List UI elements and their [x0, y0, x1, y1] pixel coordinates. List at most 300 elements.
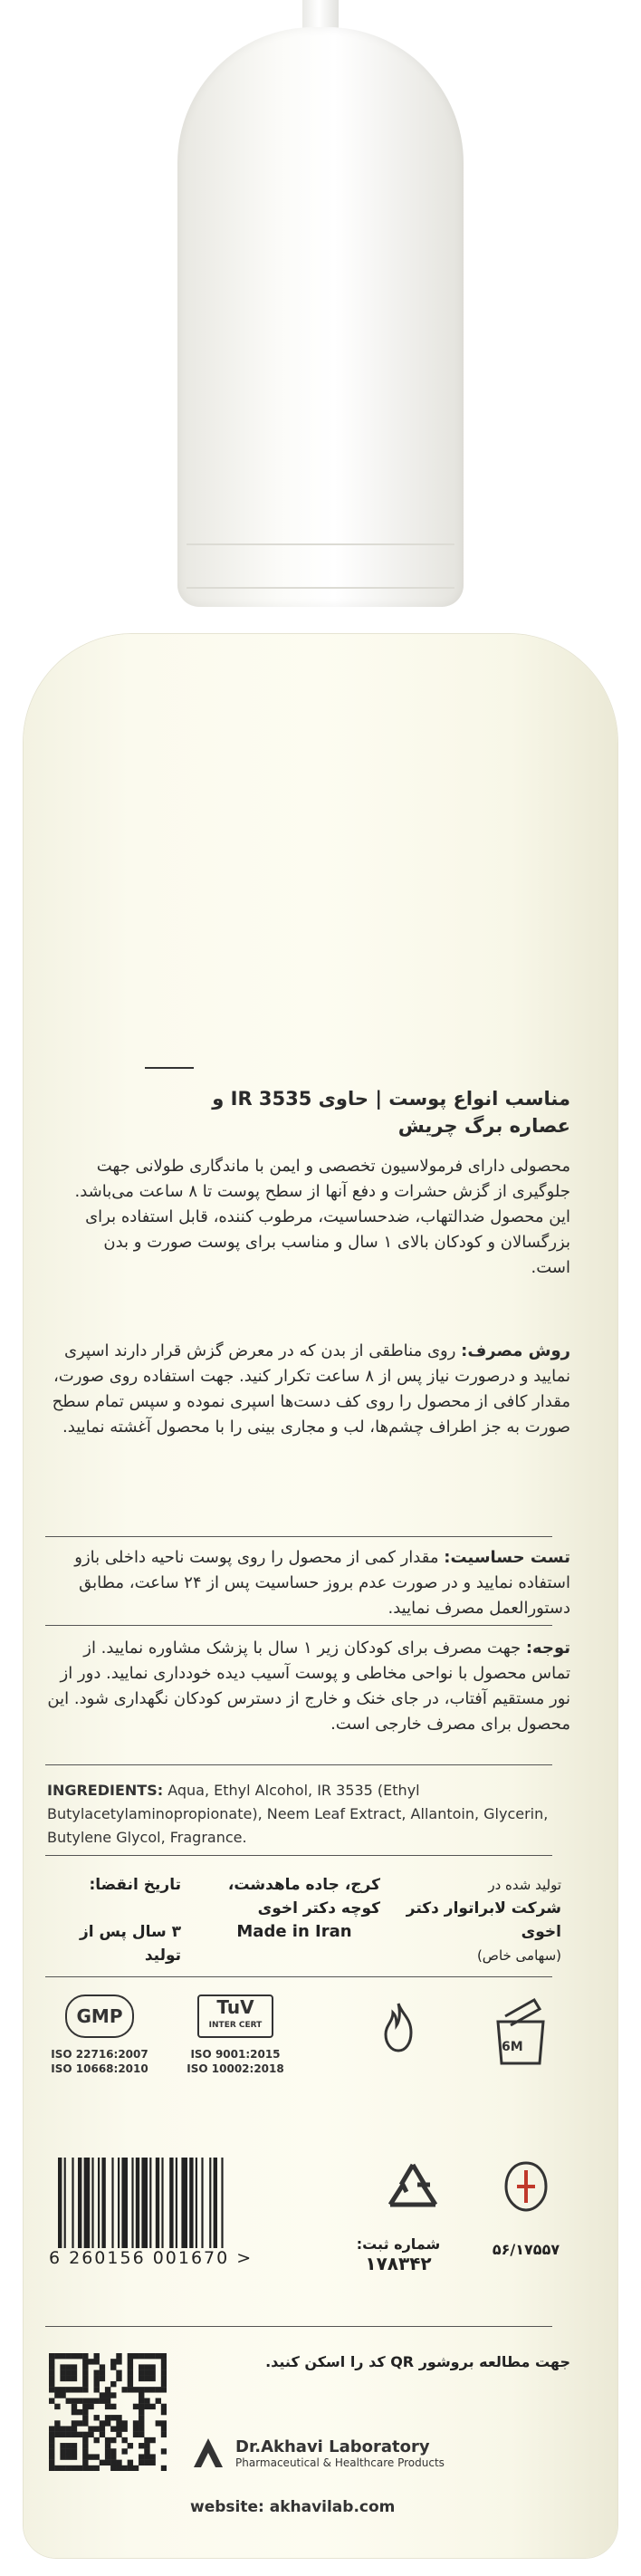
qr-module [110, 2415, 116, 2420]
qr-module [121, 2426, 127, 2431]
qr-module [156, 2353, 161, 2359]
pao-badge [480, 1994, 561, 2071]
qr-module [161, 2420, 167, 2426]
divider-6 [45, 2326, 552, 2327]
qr-module [82, 2437, 88, 2443]
barcode-bar [176, 2158, 177, 2248]
qr-module [116, 2359, 121, 2364]
qr-module [72, 2409, 77, 2415]
qr-module [139, 2364, 144, 2369]
qr-module [66, 2364, 72, 2369]
qr-module [144, 2387, 149, 2392]
registration [344, 2235, 453, 2274]
qr-module [100, 2376, 105, 2381]
note-text: جهت مصرف برای کودکان زیر ۱ سال با پزشک مشاوره نمایید. از تماس محصول با نواحی مخاطی و پوست آسیب دیده خودداری نمایید. دور از نور مستقیم آفتاب، در جای خنک و خارج از دسترس کودکان نگهداری شود. این محصول برای مصرف خارجی است. [47, 1639, 570, 1734]
sensitivity-label: تست حساسیت: [444, 1548, 570, 1567]
qr-module [49, 2370, 54, 2376]
qr-module [60, 2432, 65, 2437]
barcode-bar [169, 2158, 173, 2248]
qr-module [116, 2465, 121, 2471]
qr-module [88, 2404, 93, 2409]
qr-module [105, 2437, 110, 2443]
qr-module [133, 2465, 139, 2471]
tuv-iso-1: ISO 9001:2015 [190, 2048, 281, 2061]
qr-module [77, 2398, 82, 2404]
sensitivity-section [45, 1545, 570, 1621]
qr-module [139, 2432, 144, 2437]
qr-module [121, 2420, 127, 2426]
qr-module [54, 2432, 60, 2437]
qr-module [72, 2398, 77, 2404]
registration-label: شماره ثبت: [356, 2235, 441, 2253]
usage-text: روی مناطقی از بدن که در معرض گزش قرار دارند اسپری نمایید و درصورت نیاز پس از ۸ ساعت تکرار کنید. جهت استفاده روی صورت، مقدار کافی از محصول را روی کف دست‌ها اسپری نموده و سپس تمام سطح صورت به جز اطراف چشم‌ها، لب و مجاری بینی را با محصول آغشته نمایید. [52, 1341, 570, 1437]
qr-module [60, 2448, 65, 2454]
qr-module [128, 2364, 133, 2369]
qr-module [149, 2387, 155, 2392]
qr-module [149, 2370, 155, 2376]
qr-module [66, 2376, 72, 2381]
barcode-bar [209, 2158, 211, 2248]
health-code: ۵۶/۱۷۵۵۷ [492, 2241, 560, 2258]
barcode-bar [64, 2158, 66, 2248]
qr-module [94, 2426, 100, 2431]
qr-module [94, 2465, 100, 2471]
qr-module [116, 2370, 121, 2376]
qr-module [133, 2353, 139, 2359]
qr-module [144, 2454, 149, 2459]
barcode-bar [101, 2158, 105, 2248]
qr-module [116, 2432, 121, 2437]
qr-module [82, 2460, 88, 2465]
qr-module [110, 2454, 116, 2459]
tuv-iso-2: ISO 10002:2018 [187, 2062, 284, 2075]
qr-module [139, 2376, 144, 2381]
barcode-bar [201, 2158, 203, 2248]
tuv-badge [181, 1994, 290, 2076]
qr-module [100, 2426, 105, 2431]
description: محصولی دارای فرمولاسیون تخصصی و ایمن با ماندگاری طولانی جهت جلوگیری از گزش حشرات و دفع آنها از سطح پوست تا ۸ ساعت می‌باشد. این محصول ضدالتهاب، ضدحساسیت، مرطوب کننده، قابل استفاده برای بزرگسالان و کودکان بالای ۱ سال و مناسب برای پوست صورت و بدن است. [74, 1157, 570, 1277]
qr-module [110, 2465, 116, 2471]
gmp-iso-2: ISO 10668:2010 [51, 2062, 148, 2075]
qr-module [105, 2443, 110, 2448]
qr-module [149, 2364, 155, 2369]
pao-jar-icon [489, 1994, 552, 2067]
divider-1 [45, 1536, 552, 1537]
producer-line-3: (سهامی خاص) [476, 1947, 561, 1964]
qr-module [161, 2404, 167, 2409]
qr-module [94, 2353, 100, 2359]
barcode-bar [111, 2158, 113, 2248]
made-in: Made in Iran [236, 1922, 352, 1941]
qr-module [116, 2415, 121, 2420]
barcode-bar [141, 2158, 148, 2248]
qr-module [49, 2448, 54, 2454]
qr-module [60, 2392, 65, 2398]
qr-module [133, 2404, 139, 2409]
qr-module [100, 2364, 105, 2369]
qr-module [88, 2454, 93, 2459]
qr-module [72, 2370, 77, 2376]
qr-module [105, 2392, 110, 2398]
qr-module [161, 2359, 167, 2364]
qr-module [105, 2454, 110, 2459]
qr-module [94, 2454, 100, 2459]
qr-module [149, 2404, 155, 2409]
qr-module [128, 2353, 133, 2359]
gmp-iso-1: ISO 22716:2007 [51, 2048, 148, 2061]
qr-module [77, 2420, 82, 2426]
title-rule [145, 1067, 194, 1069]
qr-module [139, 2420, 144, 2426]
qr-module [72, 2448, 77, 2454]
title-line-1: مناسب انواع پوست | حاوی IR 3535 و [212, 1088, 570, 1110]
qr-module [72, 2465, 77, 2471]
product-title [81, 1085, 570, 1139]
product-label [36, 1067, 607, 2552]
qr-module [144, 2364, 149, 2369]
company-logo-icon [190, 2435, 226, 2471]
barcode-bar [161, 2158, 163, 2248]
flammable-icon [362, 1998, 435, 2060]
qr-module [105, 2460, 110, 2465]
qr-module [77, 2353, 82, 2359]
qr-module [82, 2387, 88, 2392]
bottle-cap [177, 27, 464, 607]
qr-module [110, 2392, 116, 2398]
barcode-bar [58, 2158, 62, 2248]
qr-module [144, 2404, 149, 2409]
qr-module [94, 2437, 100, 2443]
qr-module [139, 2398, 144, 2404]
qr-module [121, 2387, 127, 2392]
barcode-bar [72, 2158, 73, 2248]
qr-module [66, 2432, 72, 2437]
qr-module [128, 2460, 133, 2465]
qr-module [82, 2381, 88, 2387]
qr-module [139, 2409, 144, 2415]
ingredients [47, 1779, 554, 1850]
address-line-1: کرج، جاده ماهدشت، [227, 1876, 380, 1894]
qr-module [49, 2376, 54, 2381]
qr-module [94, 2415, 100, 2420]
qr-module [100, 2392, 105, 2398]
qr-module [161, 2426, 167, 2431]
qr-module [149, 2353, 155, 2359]
qr-module [49, 2454, 54, 2459]
qr-module [94, 2381, 100, 2387]
qr-module [72, 2404, 77, 2409]
qr-module [60, 2443, 65, 2448]
qr-module [128, 2465, 133, 2471]
qr-module [156, 2420, 161, 2426]
qr-module [66, 2443, 72, 2448]
qr-module [82, 2409, 88, 2415]
qr-module [116, 2376, 121, 2381]
qr-module [54, 2420, 60, 2426]
qr-module [105, 2387, 110, 2392]
qr-module [100, 2370, 105, 2376]
qr-module [72, 2353, 77, 2359]
qr-module [149, 2437, 155, 2443]
qr-module [116, 2460, 121, 2465]
qr-module [139, 2443, 144, 2448]
qr-module [116, 2426, 121, 2431]
barcode-bar [149, 2158, 151, 2248]
qr-module [49, 2426, 54, 2431]
qr-module [110, 2404, 116, 2409]
barcode-bar [181, 2158, 187, 2248]
note-label: توجه: [525, 1639, 570, 1658]
qr-module [82, 2398, 88, 2404]
qr-module [49, 2432, 54, 2437]
qr-module [82, 2415, 88, 2420]
qr-module [161, 2370, 167, 2376]
qr-module [149, 2376, 155, 2381]
qr-module [94, 2376, 100, 2381]
qr-module [54, 2387, 60, 2392]
qr-module [77, 2432, 82, 2437]
qr-module [139, 2454, 144, 2459]
company-name: Dr.Akhavi Laboratory [235, 2437, 430, 2456]
qr-module [49, 2465, 54, 2471]
company-sub: Pharmaceutical & Healthcare Products [235, 2456, 445, 2469]
qr-module [110, 2460, 116, 2465]
qr-module [161, 2364, 167, 2369]
qr-module [49, 2359, 54, 2364]
producer-line-1: تولید شده در [488, 1877, 561, 1893]
title-line-2: عصاره برگ چریش [397, 1115, 570, 1137]
barcode-bar [121, 2158, 128, 2248]
qr-module [110, 2364, 116, 2369]
qr-module [100, 2398, 105, 2404]
qr-module [88, 2398, 93, 2404]
qr-module [60, 2353, 65, 2359]
qr-module [66, 2465, 72, 2471]
health-ministry-logo [485, 2154, 567, 2221]
qr-module [49, 2460, 54, 2465]
qr-module [128, 2387, 133, 2392]
qr-module [105, 2448, 110, 2454]
recycle-icon [377, 2158, 449, 2225]
qr-module [128, 2376, 133, 2381]
qr-module [116, 2420, 121, 2426]
barcode-bar [221, 2158, 223, 2248]
qr-module [110, 2426, 116, 2431]
qr-module [139, 2392, 144, 2398]
qr-module [144, 2370, 149, 2376]
qr-module [139, 2353, 144, 2359]
barcode-bar [136, 2158, 139, 2248]
qr-module [82, 2404, 88, 2409]
producer-line-2: شرکت لابراتوار دکتر اخوی [406, 1899, 561, 1941]
qr-module [66, 2370, 72, 2376]
qr-module [77, 2409, 82, 2415]
producer-info [398, 1873, 561, 1967]
barcode-bar [118, 2158, 120, 2248]
qr-module [72, 2387, 77, 2392]
ingredients-label: INGREDIENTS: [47, 1782, 164, 1799]
qr-module [156, 2398, 161, 2404]
qr-module [82, 2376, 88, 2381]
qr-module [128, 2443, 133, 2448]
qr-module [60, 2465, 65, 2471]
barcode-digits: 6 260156 001670 > [49, 2248, 254, 2268]
barcode-bar [131, 2158, 133, 2248]
qr-module [144, 2353, 149, 2359]
qr-module [72, 2420, 77, 2426]
address-info [208, 1873, 380, 1944]
pao-text: 6M [502, 2040, 523, 2054]
qr-module [121, 2465, 127, 2471]
address-line-2: کوچه دکتر اخوی [257, 1899, 380, 1918]
qr-module [54, 2426, 60, 2431]
qr-module [60, 2426, 65, 2431]
company-block [190, 2435, 570, 2471]
qr-module [49, 2387, 54, 2392]
barcode [49, 2158, 348, 2248]
qr-module [149, 2454, 155, 2459]
barcode-bar [189, 2158, 193, 2248]
qr-module [72, 2364, 77, 2369]
qr-module [139, 2426, 144, 2431]
expiry-label: تاریخ انقضا: [89, 1876, 181, 1894]
certification-badges [45, 1994, 570, 2112]
qr-module [139, 2404, 144, 2409]
barcode-bar [84, 2158, 91, 2248]
qr-module [82, 2465, 88, 2471]
qr-module [121, 2448, 127, 2454]
tuv-logo [197, 1994, 273, 2038]
qr-module [133, 2387, 139, 2392]
divider-4 [45, 1855, 552, 1856]
qr-module [94, 2398, 100, 2404]
cap-ring [187, 543, 454, 589]
qr-module [128, 2370, 133, 2376]
barcode-bar [91, 2158, 93, 2248]
barcode-bar [98, 2158, 100, 2248]
usage-label: روش مصرف: [461, 1341, 570, 1360]
qr-module [161, 2387, 167, 2392]
qr-module [54, 2392, 60, 2398]
qr-module [94, 2387, 100, 2392]
qr-module [88, 2465, 93, 2471]
qr-module [110, 2381, 116, 2387]
qr-module [82, 2454, 88, 2459]
qr-module [161, 2432, 167, 2437]
qr-module [144, 2398, 149, 2404]
qr-module [121, 2437, 127, 2443]
qr-module [66, 2448, 72, 2454]
qr-module [144, 2460, 149, 2465]
qr-module [133, 2420, 139, 2426]
qr-module [82, 2353, 88, 2359]
qr-module [60, 2376, 65, 2381]
qr-module [94, 2359, 100, 2364]
sensitivity-text: مقدار کمی از محصول را روی پوست ناحیه داخلی بازو استفاده نمایید و در صورت عدم بروز حساسیت پس از ۲۴ ساعت، مطابق دستورالعمل مصرف نمایید. [74, 1548, 570, 1618]
qr-module [49, 2398, 54, 2404]
qr-module [88, 2432, 93, 2437]
qr-module [77, 2465, 82, 2471]
qr-module [72, 2426, 77, 2431]
qr-module [128, 2359, 133, 2364]
qr-module [82, 2432, 88, 2437]
qr-module [144, 2437, 149, 2443]
qr-module [144, 2376, 149, 2381]
qr-module [105, 2415, 110, 2420]
qr-module [54, 2353, 60, 2359]
expiry-info [45, 1873, 181, 1967]
qr-module [82, 2359, 88, 2364]
gmp-logo: GMP [65, 1994, 134, 2038]
qr-module [54, 2465, 60, 2471]
qr-module [161, 2353, 167, 2359]
divider-5 [45, 1976, 552, 1977]
tuv-sub: INTER CERT [208, 2021, 263, 2030]
qr-module [82, 2364, 88, 2369]
qr-module [88, 2359, 93, 2364]
qr-module [72, 2376, 77, 2381]
qr-module [60, 2370, 65, 2376]
qr-module [139, 2370, 144, 2376]
ingredients-text: Aqua, Ethyl Alcohol, IR 3535 (Ethyl Butylacetylaminopropionate), Neem Leaf Extract, Allantoin, Glycerin, Butylene Glycol, Fragrance. [47, 1782, 549, 1846]
qr-module [139, 2460, 144, 2465]
qr-module [133, 2426, 139, 2431]
qr-module [110, 2437, 116, 2443]
qr-module [116, 2353, 121, 2359]
tuv-text: TuV [216, 1996, 254, 2018]
qr-module [82, 2443, 88, 2448]
qr-module [149, 2460, 155, 2465]
note-section [45, 1636, 570, 1737]
qr-module [161, 2448, 167, 2454]
qr-module [72, 2432, 77, 2437]
qr-module [49, 2443, 54, 2448]
website-link[interactable]: website: akhavilab.com [190, 2498, 396, 2516]
divider-2 [45, 1625, 552, 1626]
qr-module [60, 2364, 65, 2369]
qr-module [54, 2404, 60, 2409]
qr-module [82, 2370, 88, 2376]
qr-module [66, 2454, 72, 2459]
qr-module [161, 2381, 167, 2387]
barcode-bar [214, 2158, 217, 2248]
qr-module [156, 2387, 161, 2392]
qr-module [139, 2415, 144, 2420]
qr-module [49, 2353, 54, 2359]
qr-code [49, 2353, 167, 2471]
barcode-bar [156, 2158, 159, 2248]
qr-module [49, 2437, 54, 2443]
qr-module [88, 2426, 93, 2431]
qr-module [72, 2443, 77, 2448]
qr-module [161, 2465, 167, 2471]
qr-module [66, 2353, 72, 2359]
registration-value: ۱۷۸۳۴۲ [365, 2253, 432, 2274]
qr-module [100, 2432, 105, 2437]
qr-module [105, 2420, 110, 2426]
qr-module [100, 2460, 105, 2465]
usage-section [45, 1339, 570, 1440]
qr-module [128, 2381, 133, 2387]
qr-module [77, 2387, 82, 2392]
qr-module [66, 2398, 72, 2404]
qr-module [144, 2443, 149, 2448]
barcode-bar [196, 2158, 197, 2248]
qr-module [144, 2448, 149, 2454]
qr-module [105, 2398, 110, 2404]
qr-module [161, 2409, 167, 2415]
qr-module [161, 2376, 167, 2381]
